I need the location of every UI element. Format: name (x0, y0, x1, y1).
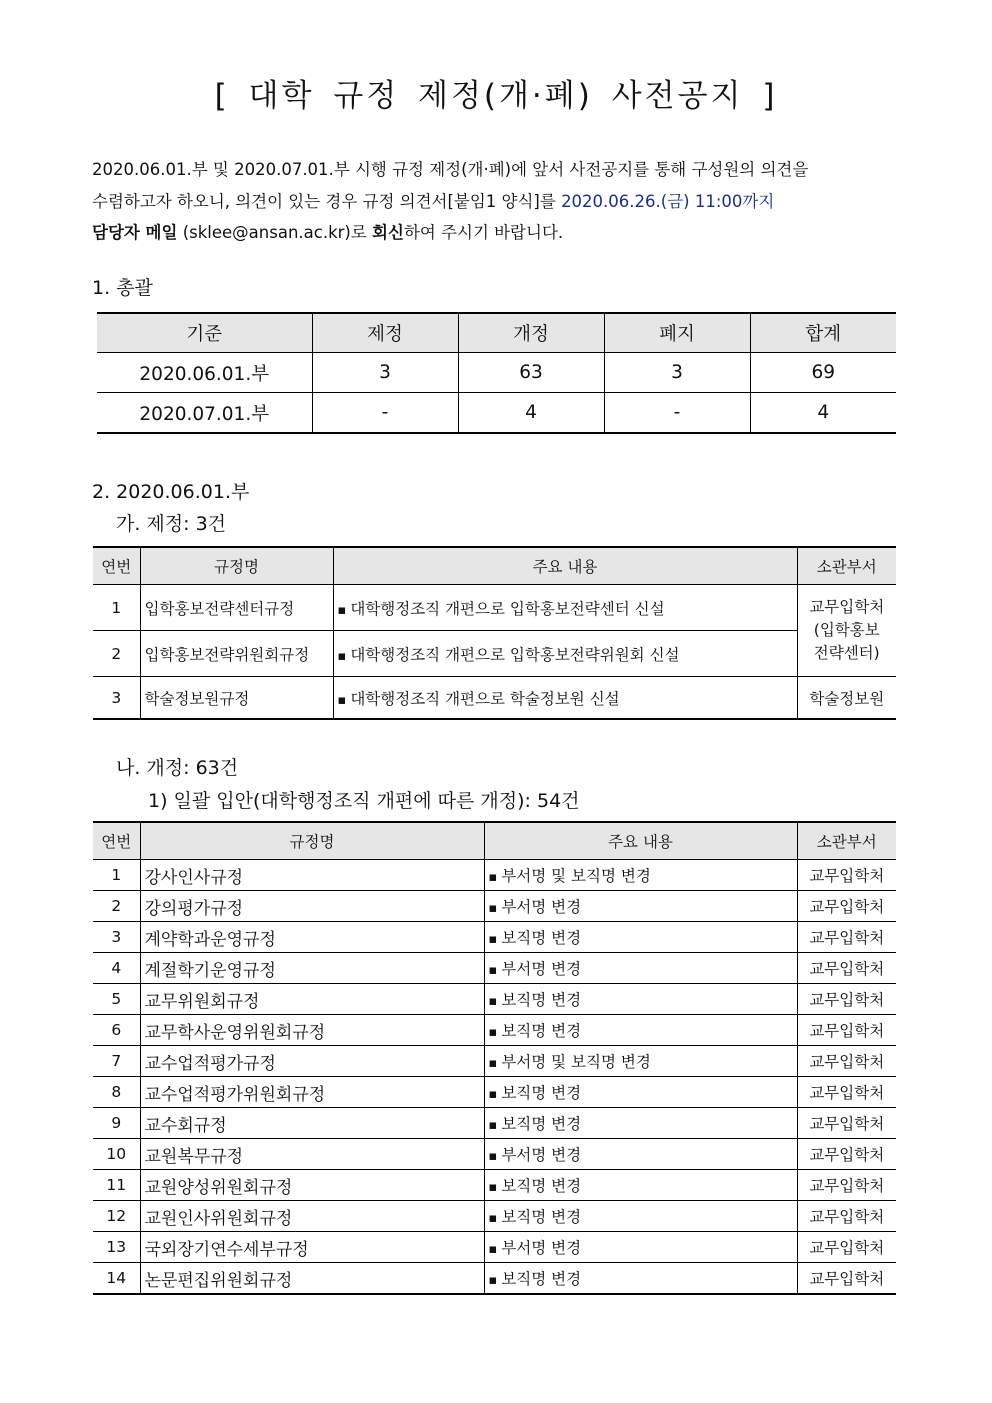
department-cell: 교무입학처 (797, 922, 896, 953)
department-cell: 교무입학처 (797, 1139, 896, 1170)
department-line: 교무입학처 (809, 598, 885, 616)
table-row (93, 1232, 896, 1263)
amendment-table (93, 821, 896, 1295)
regulation-name: 강사인사규정 (140, 860, 484, 891)
table-row (93, 1139, 896, 1170)
enactment-table (93, 546, 896, 720)
department-line: 전략센터) (813, 644, 880, 662)
table-row (93, 922, 896, 953)
main-content: ▪ 부서명 및 보직명 변경 (484, 1046, 797, 1077)
section-1-heading: 1. 총괄 (92, 277, 153, 299)
subsection-na-heading: 나. 개정: 63건 (116, 757, 239, 779)
enactment-header-cell: 규정명 (140, 547, 333, 585)
summary-cell: 3 (604, 353, 750, 393)
row-number: 3 (93, 677, 140, 720)
main-content: ▪ 부서명 변경 (484, 1232, 797, 1263)
summary-header-cell: 합계 (750, 313, 896, 353)
main-content: ▪ 보직명 변경 (484, 1263, 797, 1295)
section-2-heading: 2. 2020.06.01.부 (92, 481, 250, 503)
contact-label: 담당자 메일 (92, 223, 178, 242)
table-row (97, 393, 896, 434)
row-number: 10 (93, 1139, 140, 1170)
department-cell: 교무입학처 (797, 1201, 896, 1232)
regulation-name: 교수회규정 (140, 1108, 484, 1139)
table-row (93, 1015, 896, 1046)
department-line: (입학홍보 (813, 621, 880, 639)
enactment-header-cell: 연번 (93, 547, 140, 585)
table-row (93, 953, 896, 984)
department-cell: 교무입학처 (797, 860, 896, 891)
regulation-name: 교원복무규정 (140, 1139, 484, 1170)
main-content: ▪ 보직명 변경 (484, 1077, 797, 1108)
enactment-header-cell: 소관부서 (797, 547, 896, 585)
department-cell: 교무입학처 (797, 1263, 896, 1295)
department-cell: 교무입학처 (797, 1232, 896, 1263)
regulation-name: 강의평가규정 (140, 891, 484, 922)
row-number: 6 (93, 1015, 140, 1046)
amendment-header-cell: 소관부서 (797, 822, 896, 860)
row-number: 12 (93, 1201, 140, 1232)
department-cell: 교무입학처 (797, 1170, 896, 1201)
main-content: ▪ 부서명 변경 (484, 953, 797, 984)
row-number: 1 (93, 860, 140, 891)
table-row (93, 1263, 896, 1295)
table-row (93, 585, 896, 631)
intro-line-2-text: 수렴하고자 하오니, 의견이 있는 경우 규정 의견서[붙임1 양식]를 (92, 191, 562, 211)
row-number: 7 (93, 1046, 140, 1077)
summary-cell: - (312, 393, 458, 434)
regulation-name: 입학홍보전략센터규정 (140, 585, 333, 631)
row-number: 8 (93, 1077, 140, 1108)
regulation-name: 교원인사위원회규정 (140, 1201, 484, 1232)
summary-cell: 2020.07.01.부 (97, 393, 312, 434)
regulation-name: 교무위원회규정 (140, 984, 484, 1015)
main-content: ▪ 대학행정조직 개편으로 학술정보원 신설 (333, 677, 797, 720)
contact-particle: 로 (350, 223, 373, 242)
regulation-name: 교수업적평가규정 (140, 1046, 484, 1077)
row-number: 11 (93, 1170, 140, 1201)
table-row (93, 1108, 896, 1139)
table-row (93, 1046, 896, 1077)
regulation-name: 논문편집위원회규정 (140, 1263, 484, 1295)
table-row (93, 1170, 896, 1201)
subsection-na-1-heading: 1) 일괄 입안(대학행정조직 개편에 따른 개정): 54건 (148, 790, 580, 812)
deadline-text: 2020.06.26.(금) 11:00까지 (561, 191, 775, 211)
intro-line-3-end: 하여 주시기 바랍니다. (403, 223, 564, 242)
regulation-name: 입학홍보전략위원회규정 (140, 631, 333, 677)
intro-line-3 (92, 217, 912, 249)
contact-email: (sklee@ansan.ac.kr) (177, 223, 351, 242)
main-content: ▪ 보직명 변경 (484, 984, 797, 1015)
main-content: ▪ 부서명 및 보직명 변경 (484, 860, 797, 891)
table-row (93, 1201, 896, 1232)
department-cell: 교무입학처 (797, 1077, 896, 1108)
summary-header-cell: 제정 (312, 313, 458, 353)
intro-paragraph (92, 154, 912, 249)
department-cell: 학술정보원 (797, 677, 896, 720)
amendment-header-cell: 주요 내용 (484, 822, 797, 860)
subsection-ga-heading: 가. 제정: 3건 (116, 513, 227, 535)
summary-cell: 69 (750, 353, 896, 393)
main-content: ▪ 보직명 변경 (484, 1170, 797, 1201)
summary-cell: 63 (458, 353, 604, 393)
table-row (93, 860, 896, 891)
amendment-header-cell: 규정명 (140, 822, 484, 860)
summary-header-row (97, 313, 896, 353)
main-content: ▪ 보직명 변경 (484, 1015, 797, 1046)
regulation-name: 계절학기운영규정 (140, 953, 484, 984)
summary-cell: 2020.06.01.부 (97, 353, 312, 393)
amendment-header-cell: 연번 (93, 822, 140, 860)
main-content: ▪ 대학행정조직 개편으로 입학홍보전략센터 신설 (333, 585, 797, 631)
row-number: 13 (93, 1232, 140, 1263)
page-title: [ 대학 규정 제정(개·폐) 사전공지 ] (214, 78, 778, 114)
summary-cell: 4 (458, 393, 604, 434)
main-content: ▪ 부서명 변경 (484, 1139, 797, 1170)
main-content: ▪ 대학행정조직 개편으로 입학홍보전략위원회 신설 (333, 631, 797, 677)
summary-cell: 4 (750, 393, 896, 434)
main-content: ▪ 보직명 변경 (484, 922, 797, 953)
intro-line-1: 2020.06.01.부 및 2020.07.01.부 시행 규정 제정(개·폐)에 앞서 사전공지를 통해 구성원의 의견을 (92, 160, 809, 179)
table-row (93, 1077, 896, 1108)
department-cell: 교무입학처 (797, 1108, 896, 1139)
row-number: 5 (93, 984, 140, 1015)
main-content: ▪ 보직명 변경 (484, 1108, 797, 1139)
summary-cell: - (604, 393, 750, 434)
row-number: 1 (93, 585, 140, 631)
department-cell (797, 585, 896, 677)
regulation-name: 교무학사운영위원회규정 (140, 1015, 484, 1046)
enactment-header-cell: 주요 내용 (333, 547, 797, 585)
table-row (93, 891, 896, 922)
summary-header-cell: 폐지 (604, 313, 750, 353)
department-cell: 교무입학처 (797, 891, 896, 922)
department-cell: 교무입학처 (797, 984, 896, 1015)
main-content: ▪ 보직명 변경 (484, 1201, 797, 1232)
regulation-name: 계약학과운영규정 (140, 922, 484, 953)
amendment-table-body (93, 860, 896, 1295)
summary-cell: 3 (312, 353, 458, 393)
intro-line-2 (92, 186, 912, 218)
table-row (93, 984, 896, 1015)
regulation-name: 교수업적평가위원회규정 (140, 1077, 484, 1108)
table-row (93, 677, 896, 720)
row-number: 9 (93, 1108, 140, 1139)
row-number: 2 (93, 891, 140, 922)
summary-header-cell: 기준 (97, 313, 312, 353)
row-number: 2 (93, 631, 140, 677)
row-number: 4 (93, 953, 140, 984)
department-cell: 교무입학처 (797, 1046, 896, 1077)
regulation-name: 교원양성위원회규정 (140, 1170, 484, 1201)
table-row (93, 631, 896, 677)
regulation-name: 국외장기연수세부규정 (140, 1232, 484, 1263)
regulation-name: 학술정보원규정 (140, 677, 333, 720)
main-content: ▪ 부서명 변경 (484, 891, 797, 922)
department-cell: 교무입학처 (797, 1015, 896, 1046)
amendment-header-row (93, 822, 896, 860)
table-row (97, 353, 896, 393)
summary-header-cell: 개정 (458, 313, 604, 353)
department-cell: 교무입학처 (797, 953, 896, 984)
row-number: 14 (93, 1263, 140, 1295)
enactment-header-row (93, 547, 896, 585)
reply-text: 회신 (372, 223, 404, 242)
summary-table (97, 312, 896, 434)
row-number: 3 (93, 922, 140, 953)
